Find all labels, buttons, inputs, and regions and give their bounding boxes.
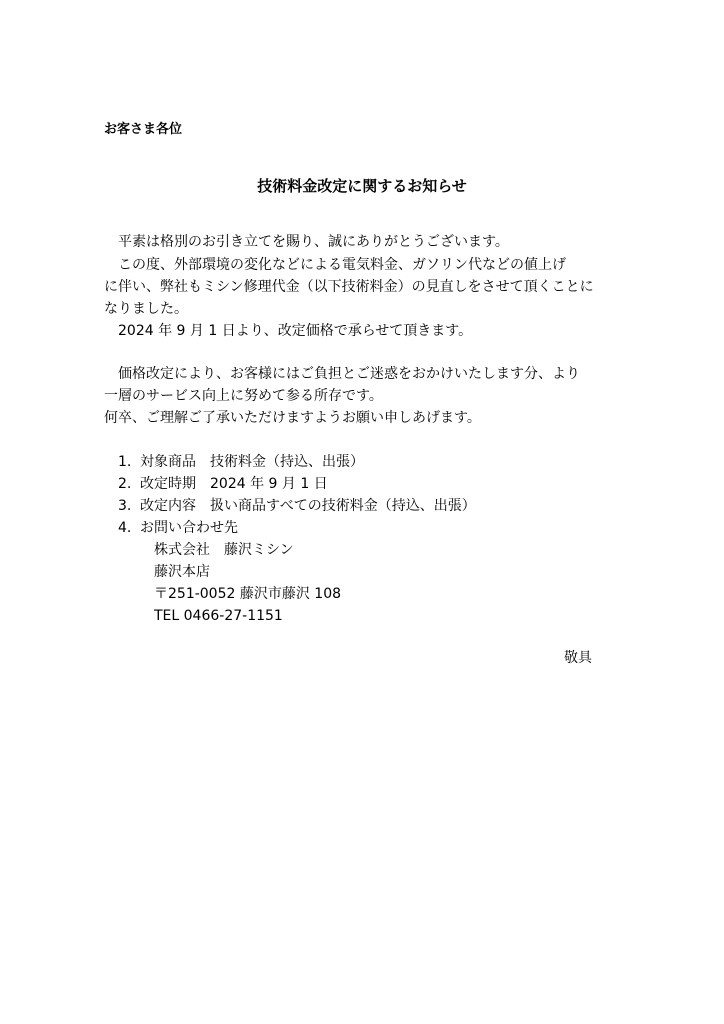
list-text: お問い合わせ先 (140, 520, 238, 536)
paragraph1-line: に伴い、弊社もミシン修理代金（以下技術料金）の見直しをさせて頂くことに (104, 279, 594, 295)
list-text: 改定時期 2024 年 9 月 1 日 (140, 476, 328, 492)
list-text: 改定内容 扱い商品すべての技術料金（持込、出張） (140, 498, 476, 514)
contact-company: 株式会社 藤沢ミシン (154, 542, 294, 558)
paragraph2-line: 価格改定により、お客様にはご負担とご迷惑をおかけいたします分、より (104, 366, 580, 382)
list-number: 2. (118, 476, 132, 492)
contact-tel: TEL 0466-27-1151 (154, 608, 283, 624)
addressee: お客さま各位 (104, 122, 183, 137)
paragraph2-line: 何卒、ご理解ご了承いただけますようお願い申しあげます。 (104, 410, 481, 426)
list-number: 4. (118, 520, 132, 536)
list-item (118, 474, 328, 494)
paragraph1-line: なりました。 (104, 301, 188, 317)
closing-remark: 敬具 (564, 650, 592, 666)
paragraph2-line: 一層のサービス向上に努めて参る所存です。 (104, 388, 383, 404)
paragraph1-line: 2024 年 9 月 1 日より、改定価格で承らせて頂きます。 (104, 323, 473, 339)
paragraph1-line: この度、外部環境の変化などによる電気料金、ガソリン代などの値上げ (104, 257, 566, 273)
document-title: 技術料金改定に関するお知らせ (257, 177, 467, 195)
list-number: 1. (118, 454, 132, 470)
paragraph1-line: 平素は格別のお引き立てを賜り、誠にありがとうございます。 (104, 234, 509, 250)
list-text: 対象商品 技術料金（持込、出張） (140, 454, 364, 470)
contact-address: 〒251-0052 藤沢市藤沢 108 (154, 586, 342, 602)
list-number: 3. (118, 498, 132, 514)
list-item (118, 496, 476, 516)
list-item (118, 452, 364, 472)
contact-branch: 藤沢本店 (154, 564, 210, 580)
list-item (118, 518, 238, 538)
